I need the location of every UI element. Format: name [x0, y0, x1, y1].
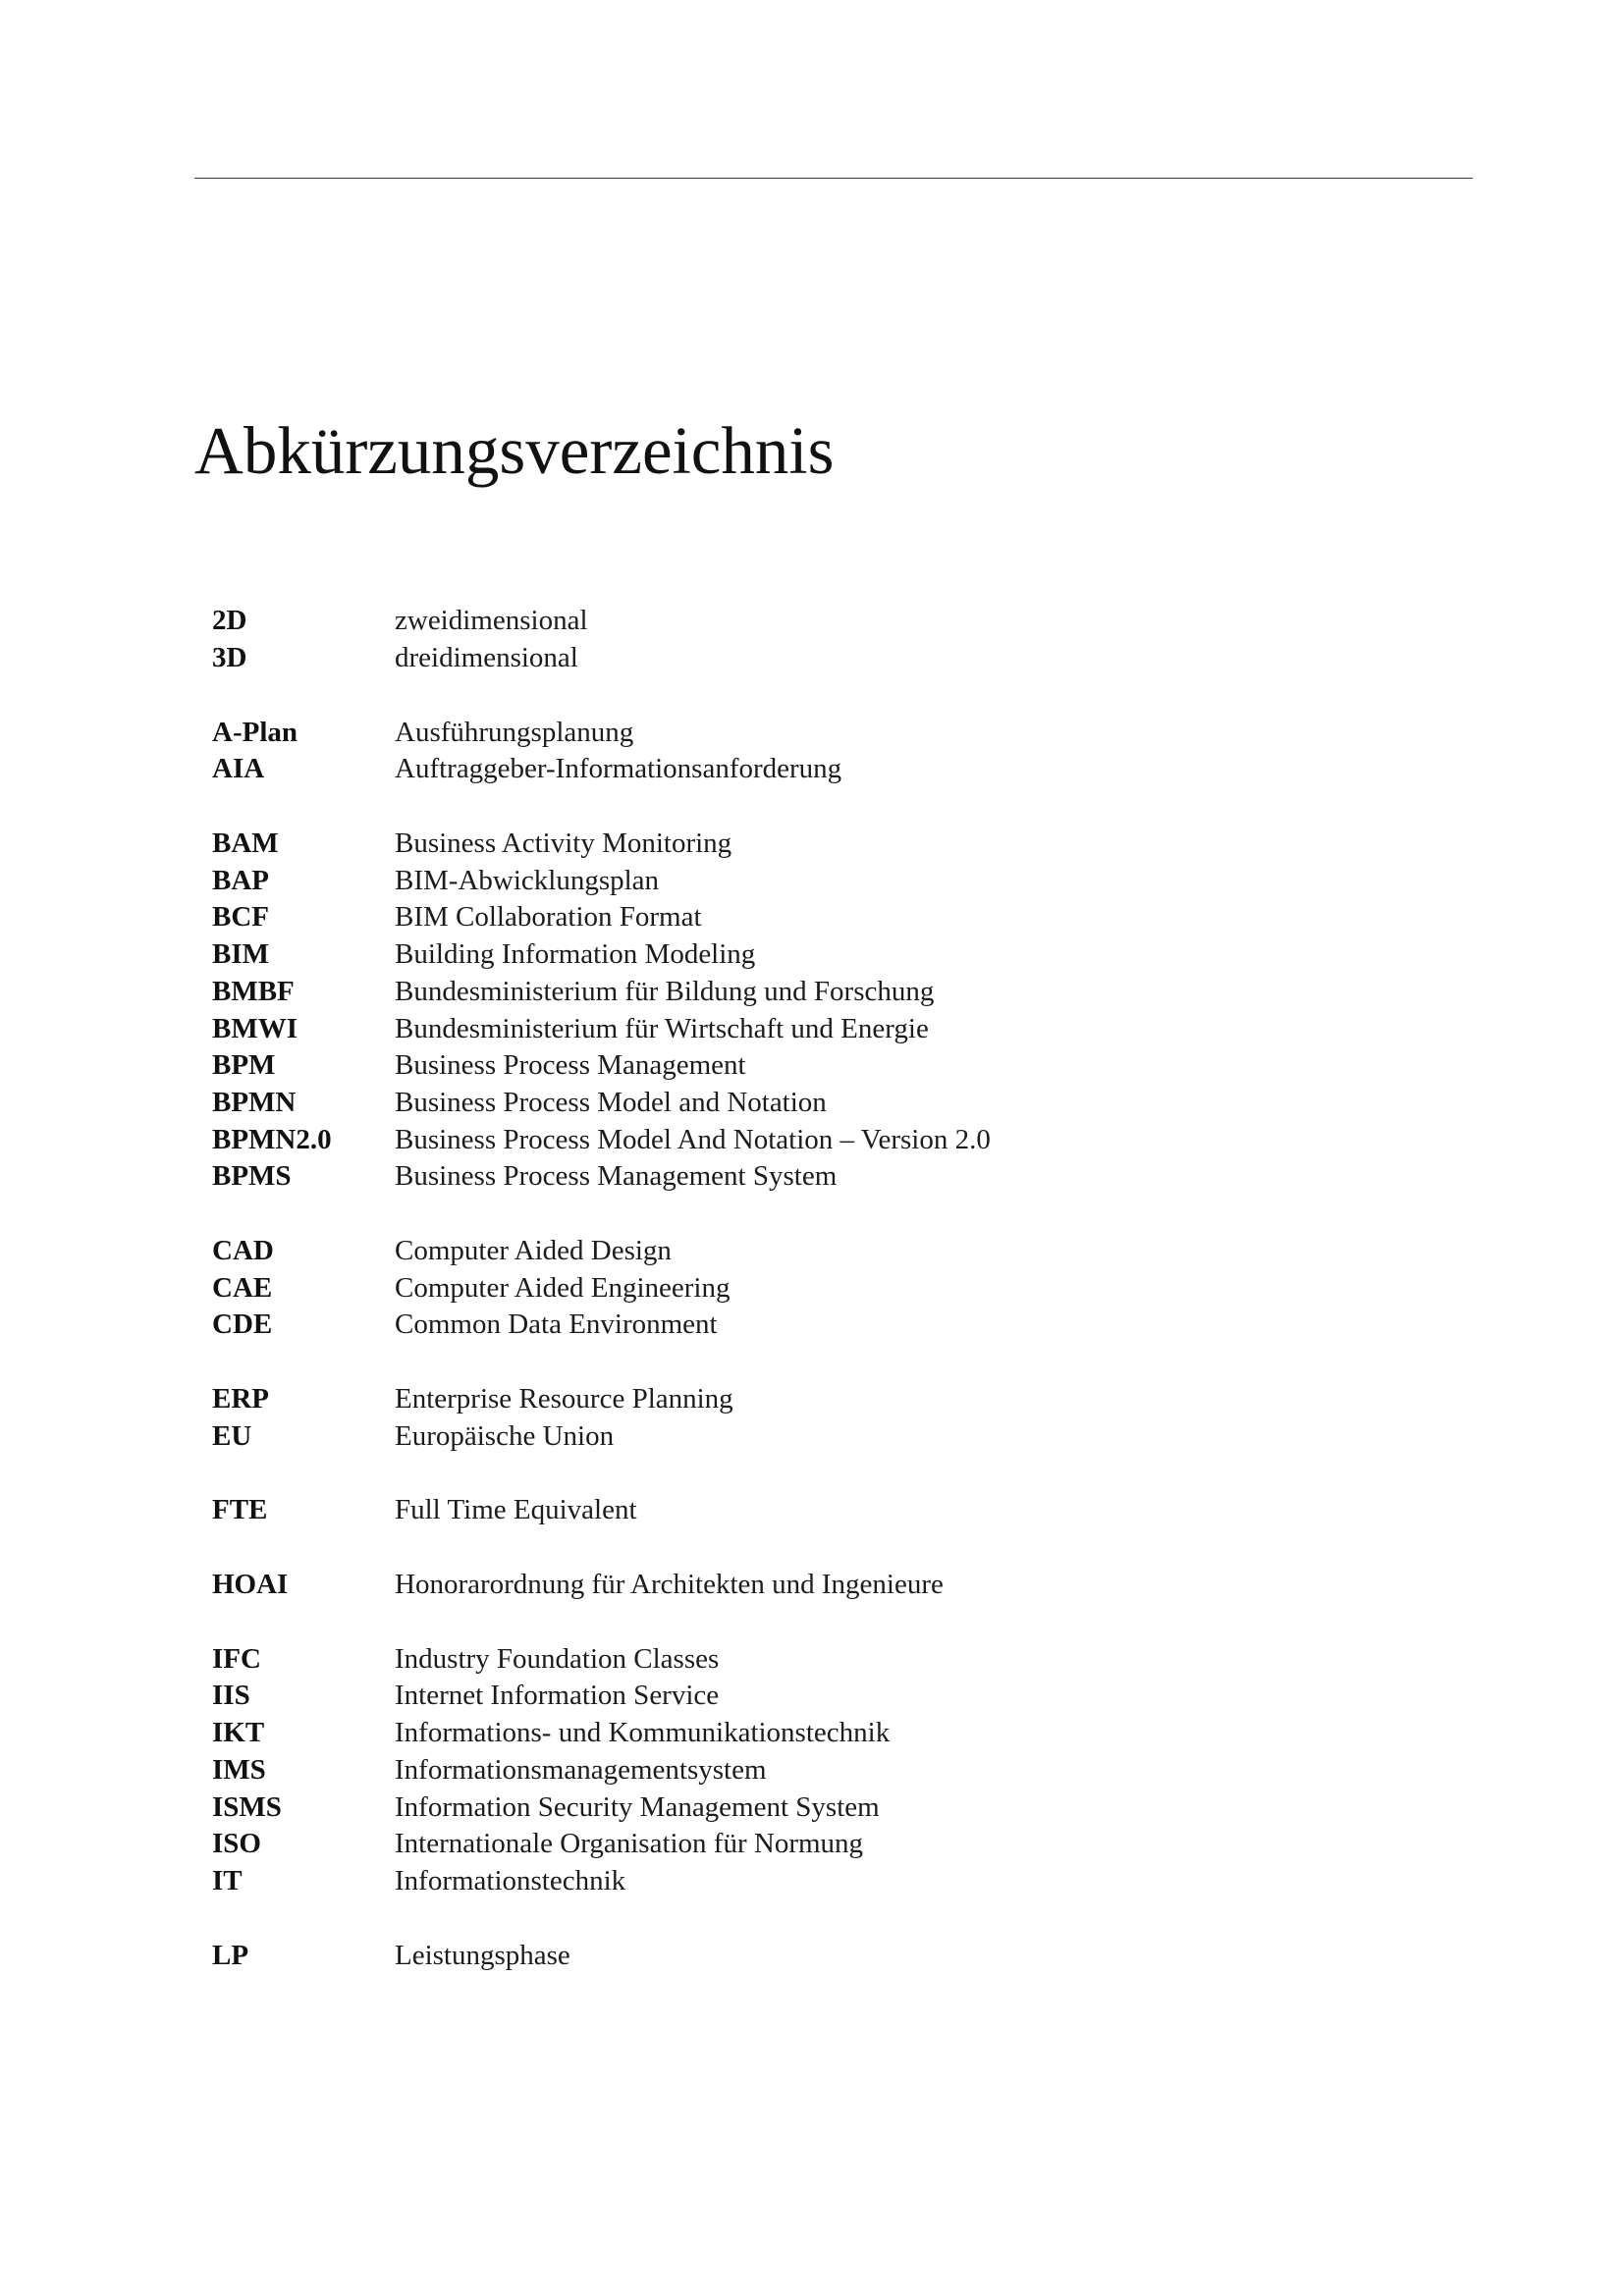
- abbreviation-entry: [212, 899, 1390, 936]
- abbreviation-group: [212, 603, 1390, 676]
- abbreviation-term: BAM: [212, 828, 279, 860]
- abbreviation-meaning: Ausführungsplanung: [395, 716, 634, 748]
- abbreviation-term: IT: [212, 1864, 243, 1896]
- abbreviation-entry: [212, 751, 1390, 788]
- abbreviation-term: BPM: [212, 1049, 276, 1082]
- abbreviation-meaning: Informationsmanagementsystem: [395, 1753, 767, 1786]
- abbreviation-entry: [212, 1417, 1390, 1455]
- abbreviation-meaning: Bundesministerium für Bildung und Forschung: [395, 975, 935, 1007]
- abbreviation-entry: [212, 1307, 1390, 1344]
- abbreviation-entry: [212, 1678, 1390, 1715]
- abbreviation-meaning: BIM-Abwicklungsplan: [395, 864, 660, 896]
- abbreviation-meaning: Auftraggeber-Informationsanforderung: [395, 753, 842, 785]
- abbreviation-term: BAP: [212, 864, 269, 896]
- abbreviation-term: BCF: [212, 901, 269, 934]
- abbreviation-meaning: zweidimensional: [395, 605, 588, 637]
- abbreviation-meaning: Internationale Organisation für Normung: [395, 1828, 864, 1860]
- abbreviation-entry: [212, 1158, 1390, 1196]
- abbreviation-meaning: Internet Information Service: [395, 1680, 720, 1712]
- page-title: Abkürzungsverzeichnis: [194, 413, 835, 488]
- abbreviation-entry: [212, 714, 1390, 751]
- abbreviation-meaning: Informationstechnik: [395, 1864, 626, 1896]
- abbreviation-term: IMS: [212, 1753, 266, 1786]
- abbreviation-group: [212, 1567, 1390, 1604]
- abbreviation-term: CAD: [212, 1234, 274, 1266]
- abbreviation-term: EU: [212, 1419, 252, 1452]
- abbreviation-term: BPMN: [212, 1086, 297, 1118]
- abbreviation-group: [212, 1640, 1390, 1899]
- abbreviation-entry: [212, 862, 1390, 899]
- abbreviation-entry: [212, 1269, 1390, 1307]
- abbreviation-term: IFC: [212, 1642, 261, 1675]
- abbreviation-meaning: Information Security Management System: [395, 1790, 880, 1823]
- abbreviation-entry: [212, 1010, 1390, 1047]
- abbreviation-meaning: Computer Aided Engineering: [395, 1271, 731, 1304]
- abbreviation-meaning: BIM Collaboration Format: [395, 901, 702, 934]
- abbreviation-term: ERP: [212, 1383, 269, 1415]
- abbreviation-list: [212, 603, 1390, 2011]
- abbreviation-meaning: Bundesministerium für Wirtschaft und Energie: [395, 1012, 929, 1044]
- abbreviation-group: [212, 1381, 1390, 1455]
- abbreviation-term: ISMS: [212, 1790, 282, 1823]
- abbreviation-term: AIA: [212, 753, 265, 785]
- abbreviation-entry: [212, 936, 1390, 974]
- abbreviation-group: [212, 1233, 1390, 1344]
- abbreviation-meaning: Enterprise Resource Planning: [395, 1383, 733, 1415]
- abbreviation-meaning: Full Time Equivalent: [395, 1494, 637, 1526]
- abbreviation-entry: [212, 1492, 1390, 1529]
- abbreviation-group: [212, 714, 1390, 787]
- abbreviation-entry: [212, 1121, 1390, 1158]
- abbreviation-entry: [212, 1640, 1390, 1678]
- abbreviation-entry: [212, 1233, 1390, 1270]
- abbreviation-term: CAE: [212, 1271, 273, 1304]
- abbreviation-entry: [212, 603, 1390, 640]
- abbreviation-entry: [212, 1381, 1390, 1418]
- abbreviation-meaning: Computer Aided Design: [395, 1234, 672, 1266]
- abbreviation-meaning: Business Process Model And Notation – Version 2.0: [395, 1123, 991, 1155]
- abbreviation-group: [212, 1937, 1390, 1974]
- abbreviation-term: IIS: [212, 1680, 250, 1712]
- abbreviation-entry: [212, 974, 1390, 1011]
- abbreviation-term: 2D: [212, 605, 247, 637]
- abbreviation-entry: [212, 1752, 1390, 1789]
- abbreviation-term: BPMS: [212, 1160, 292, 1193]
- abbreviation-entry: [212, 640, 1390, 677]
- abbreviation-entry: [212, 1567, 1390, 1604]
- abbreviation-entry: [212, 1085, 1390, 1122]
- abbreviation-meaning: Business Process Management: [395, 1049, 746, 1082]
- abbreviation-meaning: Common Data Environment: [395, 1308, 718, 1341]
- abbreviation-meaning: Building Information Modeling: [395, 938, 756, 971]
- abbreviation-term: FTE: [212, 1494, 268, 1526]
- abbreviation-meaning: Business Process Management System: [395, 1160, 838, 1193]
- abbreviation-meaning: Business Process Model and Notation: [395, 1086, 827, 1118]
- abbreviation-entry: [212, 1826, 1390, 1863]
- abbreviation-term: IKT: [212, 1717, 265, 1749]
- abbreviation-term: CDE: [212, 1308, 273, 1341]
- abbreviation-entry: [212, 1937, 1390, 1974]
- abbreviation-term: BPMN2.0: [212, 1123, 332, 1155]
- abbreviation-group: [212, 1492, 1390, 1529]
- abbreviation-term: ISO: [212, 1828, 261, 1860]
- header-rule: [194, 178, 1473, 179]
- abbreviation-meaning: dreidimensional: [395, 642, 578, 674]
- abbreviation-term: BMBF: [212, 975, 295, 1007]
- abbreviation-meaning: Europäische Union: [395, 1419, 615, 1452]
- abbreviation-term: A-Plan: [212, 716, 298, 748]
- abbreviation-meaning: Leistungsphase: [395, 1939, 570, 1971]
- abbreviation-group: [212, 826, 1390, 1196]
- abbreviation-entry: [212, 1047, 1390, 1085]
- abbreviation-entry: [212, 1863, 1390, 1900]
- abbreviation-entry: [212, 826, 1390, 863]
- abbreviation-term: BMWI: [212, 1012, 298, 1044]
- abbreviation-meaning: Industry Foundation Classes: [395, 1642, 720, 1675]
- abbreviation-term: LP: [212, 1939, 249, 1971]
- abbreviation-term: 3D: [212, 642, 247, 674]
- abbreviation-term: HOAI: [212, 1569, 289, 1601]
- abbreviation-meaning: Informations- und Kommunikationstechnik: [395, 1717, 891, 1749]
- abbreviation-meaning: Business Activity Monitoring: [395, 828, 732, 860]
- abbreviation-term: BIM: [212, 938, 269, 971]
- abbreviation-meaning: Honorarordnung für Architekten und Ingenieure: [395, 1569, 944, 1601]
- abbreviation-entry: [212, 1715, 1390, 1752]
- abbreviation-entry: [212, 1789, 1390, 1826]
